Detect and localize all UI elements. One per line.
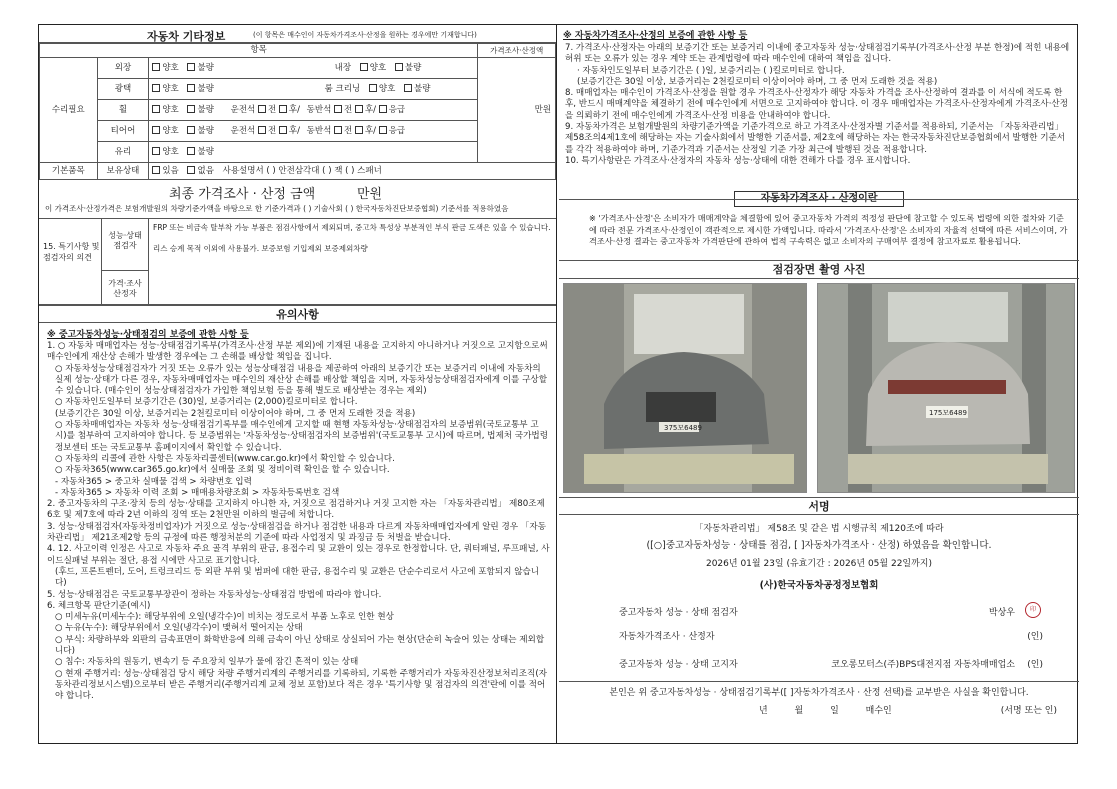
- box-title: 자동차가격조사 · 산정이란: [734, 191, 904, 207]
- checkbox[interactable]: [404, 84, 412, 92]
- inspection-record-sheet: [38, 24, 1078, 744]
- notice-item: 6. 체크항목 판단기준(예시): [47, 600, 151, 611]
- notice-item: ○ 침수: 자동차의 원동기, 변속기 등 주요장치 일부가 물에 잠긴 흔적이 있는 상태: [55, 657, 359, 668]
- row-label: 티어어: [97, 121, 149, 142]
- right-heading: ※ 자동차가격조사·산정의 보증에 관한 사항 등: [563, 31, 748, 41]
- right-item: (보증기간은 30일 이상, 보증거리는 2천킬로미터 이상이어야 하며, 그 중 먼저 도래한 것을 적용): [577, 76, 938, 87]
- checkbox[interactable]: [152, 147, 160, 155]
- notice-item: 1. ○ 자동차 매매업자는 성능·상태점검기록부(가격조사·산정 부분 제외)에 기재된 내용을 고지하지 아니하거나 거짓으로 고지함으로써 매수인에게 재산상 손해가 발생한 경우에는 그 손해를 배상할 책임을 집니다.: [47, 341, 548, 363]
- emergency-label: 응급: [388, 125, 406, 136]
- right-item: 7. 가격조사·산정자는 아래의 보증기간 또는 보증거리 이내에 중고자동차 성능·상태점검기록부(가격조사·산정 부분 한정)에 적힌 내용에 허위 또는 오류가 있는 경우 계약 또는 관계법령에 따라 매수인에 대하여 책임을 집니다.: [565, 43, 1070, 65]
- checkbox[interactable]: [379, 105, 387, 113]
- price-header: 가격조사·산정액: [478, 44, 556, 58]
- checkbox[interactable]: [258, 105, 266, 113]
- seal-stamp-icon: 印: [1025, 602, 1041, 618]
- notice-item: - 자동차365 > 자동차 이력 조회 > 매매용차량조회 > 자동차등록번호 검색: [55, 487, 340, 498]
- inspection-photo-rear: [817, 283, 1075, 493]
- other-info-title: 자동차 기타정보: [147, 30, 226, 43]
- notice-item: - 자동차365 > 중고차 실매물 검색 > 차량번호 입력: [55, 476, 252, 487]
- basic-label: 기본품목: [40, 163, 98, 180]
- bad-label: 불량: [197, 62, 214, 73]
- right-item: · 자동차인도일부터 보증기간은 ( )일, 보증거리는 ( )킬로미터로 합니다.: [577, 65, 845, 76]
- basic-checks: [149, 163, 556, 180]
- row-checks: [149, 100, 478, 121]
- checkbox[interactable]: [187, 105, 195, 113]
- repair-table: [39, 43, 556, 180]
- bad-label: 불량: [414, 83, 431, 94]
- none-label: 없음: [197, 165, 214, 176]
- final-note: 이 가격조사·산정가격은 보험개발원의 차량기준가액을 바탕으로 한 기준가격과 ( ) 기술사회 ( ) 한국자동차진단보증협회) 기준서를 적용하였음: [45, 204, 509, 213]
- rear-label: 후/: [288, 125, 300, 136]
- signature-row-notifier: [619, 657, 1049, 670]
- front-label: 전: [344, 125, 353, 136]
- row-label: 동반석: [306, 125, 332, 136]
- notice-item: ○ 현재 주행거리: 성능·상태점검 당시 해당 차량 주행거리계의 주행거리를 기록하되, 기록한 주행거리가 자동차진산정보처리조직(자동차관리정보시스템)으로부터 받은 주행거리(주행거리계 교체 정보 포함)보다 적은 경우 '특기사항 및 점검자의 의견'란에 이를 적어야 합니다.: [55, 668, 547, 702]
- good-label: 양호: [162, 104, 179, 115]
- notice-heading: ※ 중고자동차성능·상태점검의 보증에 관한 사항 등: [47, 330, 249, 340]
- repair-amount: 만원: [478, 58, 556, 163]
- right-column: [559, 25, 1079, 743]
- final-unit: 만원: [357, 187, 383, 202]
- plate-rear: 175모6489: [929, 409, 967, 417]
- receipt-divider: [559, 681, 1079, 682]
- checkbox[interactable]: [187, 63, 195, 71]
- checkbox[interactable]: [187, 84, 195, 92]
- checkbox[interactable]: [395, 63, 403, 71]
- bad-label: 불량: [197, 125, 214, 136]
- front-label: 전: [344, 104, 353, 115]
- checkbox[interactable]: [355, 126, 363, 134]
- notice-item: (후드, 프론트펜더, 도어, 트렁크리드 등 외판 부위 및 범퍼에 대한 판금, 용접수리 및 교환은 단순수리로서 사고에 포함되지 않습니다): [55, 566, 540, 589]
- checkbox[interactable]: [360, 63, 368, 71]
- front-label: 전: [267, 125, 277, 136]
- receipt-sign: (서명 또는 인): [1000, 706, 1057, 716]
- repair-label: 수리필요: [40, 58, 98, 163]
- receipt-date: 년 월 일 매수인: [759, 706, 892, 716]
- checkbox[interactable]: [334, 126, 342, 134]
- notice-item: 2. 중고자동차의 구조·장치 등의 성능·상태를 고지하지 아니한 자, 거짓으로 점검하거나 거짓 고지한 자는 「자동차관리법」 제80조제6호 및 제7호에 따라 2년 이하의 징역 또는 2천만원 이하의 벌금에 처합니다.: [47, 499, 545, 521]
- front-label: 전: [267, 104, 277, 115]
- sign-title: 서명: [559, 497, 1079, 515]
- sig1-name: 박상우: [988, 608, 1015, 618]
- checkbox[interactable]: [152, 105, 160, 113]
- final-label: 최종 가격조사 · 산정 금액: [169, 187, 316, 202]
- sign-org: (사)한국자동차공정정보협회: [759, 580, 879, 591]
- row-label: 운전석: [230, 104, 256, 115]
- notice-list: [47, 341, 550, 703]
- row-label: 휠: [97, 100, 149, 121]
- row-label: 유리: [97, 142, 149, 163]
- good-label: 양호: [162, 125, 179, 136]
- bad-label: 불량: [197, 83, 214, 94]
- signature-row-inspector: [619, 605, 1049, 618]
- notice-title: 유의사항: [39, 305, 556, 323]
- right-item: 8. 매매업자는 매수인이 가격조사·산정을 원할 경우 가격조사·산정자가 해당 자동차 가격을 조사·산정하여 결과를 이 서식에 적도록 한 후, 반드시 매매계약을 체결하기 전에 매수인에게 서면으로 고지하여야 합니다. 이 경우 매매업자는 가격조사·산정자에게 가격조사·산정을 의뢰하기 전에 매수인에게 가격조사·산정 비용을 안내하여야 합니다.: [565, 88, 1069, 121]
- final-amount-box: [39, 179, 556, 219]
- sig3-label: 중고자동차 성능 · 상태 고지자: [619, 660, 738, 670]
- basic-items: 사용설명서 ( ) 안전삼각대 ( ) 잭 ( ) 스패너: [222, 165, 382, 176]
- special-sub1: 성능·상태 점검자: [102, 219, 148, 271]
- notice-item: ○ 자동차매매업자는 자동차 성능·상태점검기록부를 매수인에게 고지할 때 현행 자동차성능·상태점검자의 보증범위(국토교통부 고시)를 첨부하여 고지하여야 합니다. 등 보증범위는 '자동차성능·상태점검자의 보증범위'(국토교통부 고시)에 따르며, 법제처 국가법령정보센터 또는 국토교통부 홈페이지에서 확인할 수 있습니다.: [55, 420, 549, 453]
- checkbox[interactable]: [187, 166, 195, 174]
- checkbox[interactable]: [279, 105, 287, 113]
- rear-label: 후/: [364, 104, 377, 115]
- bad-label: 불량: [404, 62, 422, 73]
- special-notes: [39, 219, 556, 305]
- notice-item: ○ 자동차365(www.car365.go.kr)에서 실매물 조회 및 정비이력 확인을 할 수 있습니다.: [55, 465, 390, 476]
- photo-title: 점검장면 촬영 사진: [559, 261, 1079, 279]
- row-checks: [149, 79, 478, 100]
- checkbox[interactable]: [187, 126, 195, 134]
- notice-item: ○ 자동차성능상태점검자가 거짓 또는 오류가 있는 성능상태점검 내용을 제공하여 아래의 보증기간 또는 보증거리 이내에 자동차의 실제 성능·상태가 다른 경우, 자동차매매업자는 매수인의 재산상 손해를 배상할 책임을 지며, 자동차성능상태점검자에게 이를 구상할 수 있습니다. (매수인이 성능상태점검자가 가입한 책임보험 등을 통해 별도로 배상받는 경우는 제외): [55, 363, 547, 397]
- row-label: 동반석: [306, 104, 332, 115]
- good-label: 양호: [162, 146, 179, 157]
- sig3-mark: (인): [1027, 660, 1043, 670]
- row-checks: [149, 58, 478, 79]
- left-column: [39, 25, 557, 743]
- row-checks: [149, 142, 478, 163]
- inspection-photo-front: [563, 283, 807, 493]
- bad-label: 불량: [197, 146, 214, 157]
- notice-item: 4. 12. 사고이력 인정은 사고로 자동차 주요 골격 부위의 판금, 용접수리 및 교환이 있는 경우로 한정합니다. 단, 쿼터패널, 루프패널, 사이드실패널 부위는 절단, 용접 시에만 사고로 표기합니다.: [47, 544, 550, 566]
- bad-label: 불량: [197, 104, 214, 115]
- checkbox[interactable]: [258, 126, 266, 134]
- basic-sub: 보유상태: [97, 163, 149, 180]
- good-label: 양호: [369, 62, 387, 73]
- receipt-line: 본인은 위 중고자동차성능 · 상태점검기록부([ ]자동차가격조사 · 산정 선택)를 교부받은 사실을 확인합니다.: [609, 688, 1029, 698]
- checkbox[interactable]: [279, 126, 287, 134]
- other-info-note: (이 항목은 매수인이 자동차가격조사·산정을 원하는 경우에만 기재합니다): [253, 31, 477, 39]
- special-subcol: [101, 219, 149, 304]
- right-list: [565, 43, 1073, 167]
- checkbox[interactable]: [152, 126, 160, 134]
- emergency-label: 응급: [388, 104, 406, 115]
- special-label: 15. 특기사항 및 점검자의 의견: [43, 242, 100, 262]
- notice-item: ○ 자동차인도일부터 보증기간은 (30)일, 보증거리는 (2,000)킬로미터로 합니다.: [55, 397, 358, 408]
- other-info-header: [39, 25, 556, 43]
- sig3-name: 코오롱모터스(주)BPS대전지점 자동차매매업소: [831, 660, 1015, 670]
- plate-front: 375모6489: [664, 424, 702, 432]
- special-text1: FRP 또는 비금속 탈부착 가능 부품은 점검사항에서 제외되며, 중고차 특성상 부분적인 부식 판금 도색은 있을 수 있습니다.: [153, 223, 551, 232]
- notice-item: ○ 부식: 차량하부와 외판의 금속표면이 화학반응에 의해 금속이 아닌 상태로 상실되어 가는 현상(단순히 녹슬어 있는 상태는 제외합니다): [55, 634, 545, 657]
- sign-law: 「자동차관리법」 제58조 및 같은 법 시행규칙 제120조에 따라: [694, 524, 944, 534]
- special-sub2: 가격·조사 산정자: [108, 279, 142, 298]
- definition-text: ※ '가격조사·산정'은 소비자가 매매계약을 체결함에 있어 중고자동차 가격의 적정성 판단에 참고할 수 있도록 법령에 의한 절차와 기준에 따라 전문 가격조사·산정인이 객관적으로 제시한 가액입니다. 따라서 '가격조사·산정'은 소비자의 자율적 선택에 따른 서비스이며, 가격조사·산정 결과는 중고자동차 가격판단에 관하여 법적 구속력은 없고 소비자의 구매여부 결정에 참고자료로 활용됩니다.: [589, 213, 1068, 246]
- row-label: 외장: [97, 58, 149, 79]
- definition-box: [559, 199, 1079, 261]
- checkbox[interactable]: [152, 63, 160, 71]
- notice-item: 5. 성능·상태점검은 국토교통부장관이 정하는 자동차성능·상태점검 방법에 따라야 합니다.: [47, 589, 382, 600]
- row-checks: [149, 121, 478, 142]
- row-label: 광택: [97, 79, 149, 100]
- rear-label: 후/: [364, 125, 377, 136]
- sig2-label: 자동차가격조사 · 산정자: [619, 632, 715, 642]
- rear-label: 후/: [288, 104, 300, 115]
- car-photo-rear-svg: [818, 284, 1075, 493]
- checkbox[interactable]: [355, 105, 363, 113]
- notice-item: ○ 누유(누수): 해당부위에서 오일(냉각수)이 맺혀서 떨어지는 상태: [55, 623, 303, 634]
- right-item: 10. 특기사항란은 가격조사·산정자의 자동차 성능·상태에 대한 견해가 다를 경우 표시합니다.: [565, 155, 911, 166]
- checkbox[interactable]: [369, 84, 377, 92]
- checkbox[interactable]: [334, 105, 342, 113]
- sig1-label: 중고자동차 성능 · 상태 점검자: [619, 608, 738, 618]
- notice-item: 3. 성능·상태점검자(자동차정비업자)가 거짓으로 성능·상태점검을 하거나 점검한 내용과 다르게 자동차매매업자에게 알린 경우 「자동차관리법」 제21조제2항 등의 규정에 따른 행정처분의 기준에 따라 사업정지 및 과징금 등 처벌을 받습니다.: [47, 521, 546, 544]
- good-label: 양호: [162, 83, 179, 94]
- notice-item: (보증기간은 30일 이상, 보증거리는 2천킬로미터 이상이어야 하며, 그 중 먼저 도래한 것을 적용): [55, 408, 416, 419]
- row-label: 룸 크리닝: [324, 83, 361, 94]
- row-label: 내장: [334, 62, 352, 73]
- row-label: 운전석: [230, 125, 256, 136]
- good-label: 양호: [378, 83, 396, 94]
- good-label: 양호: [162, 62, 179, 73]
- notice-item: ○ 자동차의 리콜에 관한 사항은 자동차리콜센터(www.car.go.kr)에서 확인할 수 있습니다.: [55, 453, 395, 464]
- checkbox[interactable]: [152, 166, 160, 174]
- checkbox[interactable]: [187, 147, 195, 155]
- signature-row-appraiser: [619, 629, 1049, 642]
- sig2-mark: (인): [1027, 632, 1043, 642]
- checkbox[interactable]: [379, 126, 387, 134]
- special-text2: 리스 승계 목적 이외에 사용불가. 보증보험 기입제외 보증제외차량: [153, 244, 368, 253]
- have-label: 있음: [162, 165, 179, 176]
- notice-item: ○ 미세누유(미세누수): 해당부위에 오일(냉각수)이 비치는 정도로서 부품 노후로 인한 현상: [55, 612, 394, 623]
- right-item: 9. 자동차가격은 보험개발원의 차량기준가액을 기준가격으로 하고 가격조사·산정자별 기준서를 적용하되, 기준서는 「자동차관리법」 제58조의4제1호에 해당하는 자는 기술사회에서 발행한 기준서를, 제2호에 해당하는 자는 한국자동차진단보증협회에서 발행한 기준서를 각각 적용하여야 하며, 기준가격과 기준서는 산정일 기준 가장 최근에 발행된 것을 적용합니다.: [565, 122, 1066, 155]
- sign-date: 2026년 01월 23일 (유효기간 : 2026년 05월 22일까지): [705, 559, 933, 569]
- car-photo-front-svg: [564, 284, 807, 493]
- item-header: 항목: [40, 44, 478, 58]
- checkbox[interactable]: [152, 84, 160, 92]
- sign-line: ([○]중고자동차성능 · 상태를 점검, [ ]자동차가격조사 · 산정) 하였음을 확인합니다.: [646, 540, 992, 551]
